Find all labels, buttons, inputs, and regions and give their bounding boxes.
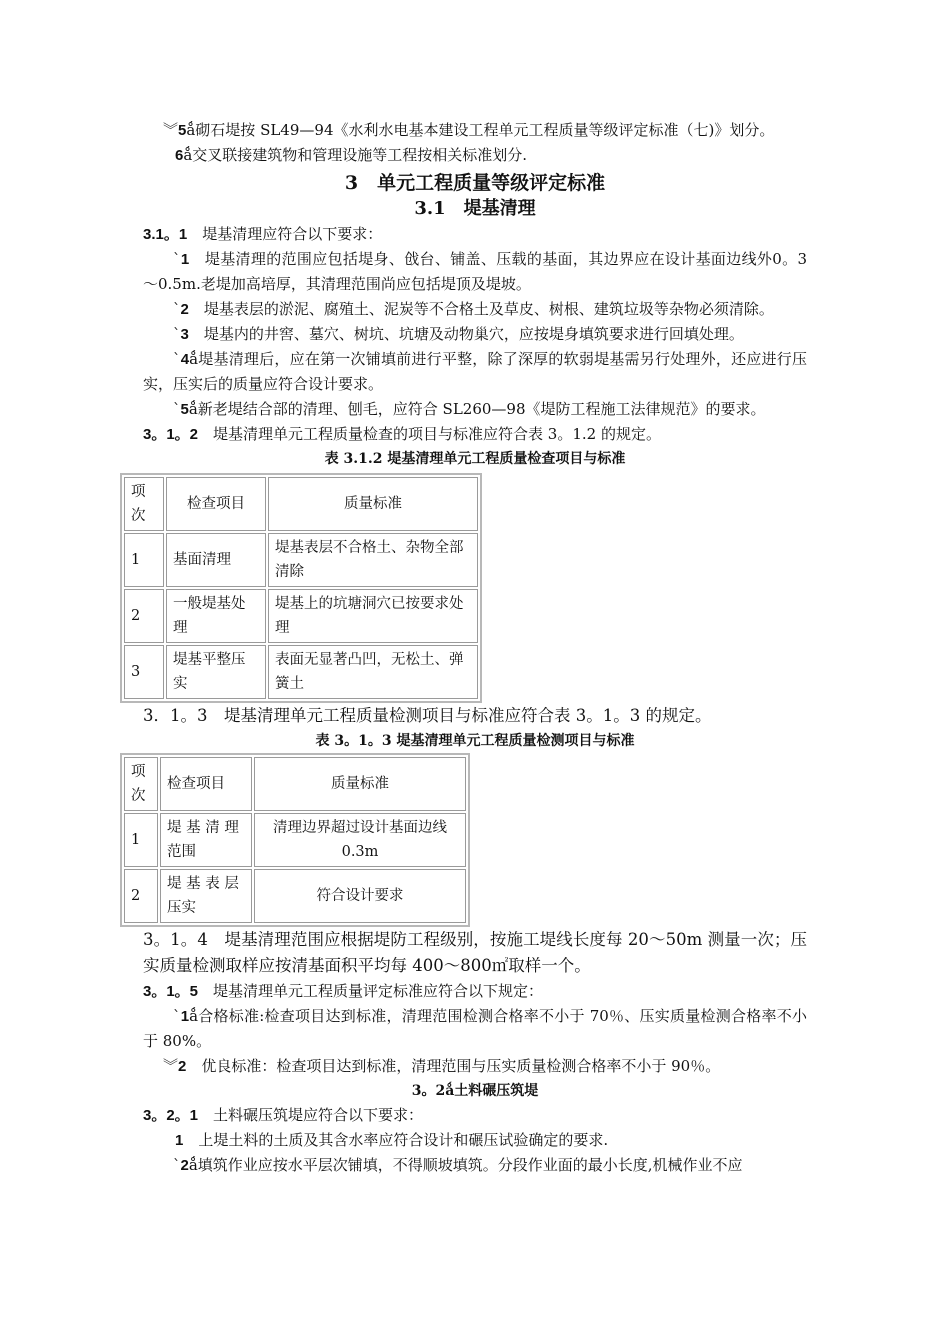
table-cell: 基面清理 bbox=[166, 533, 266, 587]
table-row bbox=[124, 813, 466, 867]
list-marker: ˋ bbox=[173, 300, 181, 318]
clause-3-1-5 bbox=[143, 979, 807, 1004]
list-marker: ˋ bbox=[173, 325, 181, 343]
table-cell: 2 bbox=[124, 869, 158, 923]
section-heading-3-2: 3。2ǻ土料碾压筑堤 bbox=[411, 1083, 539, 1099]
clause-text: 土料碾压筑堤应符合以下要求： bbox=[198, 1106, 424, 1124]
table-cell: 一般堤基处理 bbox=[166, 589, 266, 643]
item-3-1-5-1 bbox=[143, 1004, 807, 1054]
header-cell: 检查项目 bbox=[160, 757, 252, 811]
table-cell: 1 bbox=[124, 813, 158, 867]
table-cell: 堤基表层不合格土、杂物全部清除 bbox=[268, 533, 478, 587]
list-marker: ˋ bbox=[173, 350, 181, 368]
list-marker: ︾ bbox=[163, 1057, 179, 1075]
table-header-row bbox=[124, 477, 478, 531]
section-heading-3-1: 3.1 堤基清理 bbox=[414, 198, 536, 219]
table-cell: 2 bbox=[124, 589, 164, 643]
item-number: 2 bbox=[180, 1157, 189, 1174]
list-marker: ˋ bbox=[173, 250, 181, 268]
clause-number: 3。2。1 bbox=[143, 1107, 199, 1124]
item-number: 2 bbox=[178, 1058, 187, 1075]
table-cell: 堤 基 表 层 压实 bbox=[160, 869, 252, 923]
table-cell: 堤基上的坑塘洞穴已按要求处理 bbox=[268, 589, 478, 643]
paragraph-text: 上堤土料的土质及其含水率应符合设计和碾压试验确定的要求. bbox=[183, 1131, 609, 1149]
header-cell: 质量标准 bbox=[268, 477, 478, 531]
clause-3-1-1 bbox=[143, 222, 807, 247]
paragraph-text: 堤基清理的范围应包括堤身、戗台、铺盖、压载的基面，其边界应在设计基面边线外0。3～0.5m.老堤加高培厚，其清理范围尚应包括堤顶及堤坡。 bbox=[143, 250, 808, 293]
clause-3-1-2 bbox=[143, 422, 807, 447]
paragraph-text: ǻ砌石堤按 SL49—94《水利水电基本建设工程单元工程质量等级评定标准（七)》划分。 bbox=[186, 121, 775, 139]
item-number: 5 bbox=[178, 122, 187, 139]
item-3-2-1-2 bbox=[143, 1153, 807, 1178]
paragraph-text: ǻ交叉联接建筑物和管理设施等工程按相关标准划分. bbox=[183, 146, 528, 164]
clause-3-1-3: 3．1。3 堤基清理单元工程质量检测项目与标准应符合表 3。1。3 的规定。 bbox=[143, 706, 712, 725]
paragraph-text: ǻ填筑作业应按水平层次铺填，不得顺坡填筑。分段作业面的最小长度,机械作业不应 bbox=[188, 1156, 743, 1174]
clause-text: 堤基清理单元工程质量检查的项目与标准应符合表 3。1.2 的规定。 bbox=[198, 425, 661, 443]
clause-3-1-4: 3。1。4 堤基清理范围应根据堤防工程级别，按施工堤线长度每 20～50m 测量一次；压实质量检测取样应按清基面积平均每 400～800㎡取样一个。 bbox=[143, 930, 807, 975]
header-cell: 检查项目 bbox=[166, 477, 266, 531]
table-cell: 堤基平整压实 bbox=[166, 645, 266, 699]
item-3-1-5-2 bbox=[143, 1054, 807, 1079]
clause-text: 堤基清理单元工程质量评定标准应符合以下规定： bbox=[198, 982, 544, 1000]
inspection-table-3-1-2 bbox=[120, 473, 482, 703]
paragraph-text: ǻ合格标准:检查项目达到标准，清理范围检测合格率不小于 70％、压实质量检测合格率不小于 80%。 bbox=[143, 1007, 808, 1050]
item-3-2-1-1 bbox=[143, 1128, 807, 1153]
list-marker: ˋ bbox=[173, 1007, 181, 1025]
document-page bbox=[131, 118, 808, 1178]
clause-number: 3。1。2 bbox=[143, 426, 199, 443]
item-3-1-1-5 bbox=[143, 397, 807, 422]
clause-3-2-1 bbox=[143, 1103, 807, 1128]
clause-number: 3。1。5 bbox=[143, 983, 199, 1000]
clause-number: 3.1。1 bbox=[143, 226, 188, 243]
paragraph-text: ǻ新老堤结合部的清理、刨毛，应符合 SL260—98《堤防工程施工法律规范》的要求。 bbox=[188, 400, 766, 418]
paragraph-text: 堤基表层的淤泥、腐殖土、泥炭等不合格土及草皮、树根、建筑垃圾等杂物必须清除。 bbox=[188, 300, 774, 318]
item-number: 2 bbox=[180, 301, 189, 318]
item-number: 6 bbox=[175, 147, 184, 164]
paragraph-5-masonry bbox=[143, 118, 807, 143]
table-cell: 堤 基 清 理 范围 bbox=[160, 813, 252, 867]
table-caption-3-1-2: 表 3.1.2 堤基清理单元工程质量检查项目与标准 bbox=[324, 451, 626, 467]
item-number: 1 bbox=[180, 1008, 190, 1025]
paragraph-text: ǻ堤基清理后，应在第一次铺填前进行平整，除了深厚的软弱堤基需另行处理外，还应进行压实，压实后的质量应符合设计要求。 bbox=[143, 350, 808, 393]
item-3-1-1-2 bbox=[143, 297, 807, 322]
table-cell: 符合设计要求 bbox=[254, 869, 466, 923]
clause-text: 堤基清理应符合以下要求： bbox=[187, 225, 383, 243]
paragraph-6-cross-link bbox=[143, 143, 807, 168]
list-marker: ˋ bbox=[173, 1156, 181, 1174]
header-cell: 项次 bbox=[124, 477, 164, 531]
header-cell: 项次 bbox=[124, 757, 158, 811]
item-number: 1 bbox=[180, 251, 190, 268]
table-cell: 3 bbox=[124, 645, 164, 699]
table-row bbox=[124, 645, 478, 699]
item-number: 4 bbox=[180, 351, 190, 368]
item-3-1-1-3 bbox=[143, 322, 807, 347]
item-3-1-1-1 bbox=[143, 247, 807, 297]
chapter-heading: 3 单元工程质量等级评定标准 bbox=[344, 172, 606, 194]
testing-table-3-1-3 bbox=[120, 753, 470, 927]
item-3-1-1-4 bbox=[143, 347, 807, 397]
item-number: 5 bbox=[180, 401, 189, 418]
table-cell: 1 bbox=[124, 533, 164, 587]
paragraph-text: 优良标准：检查项目达到标准，清理范围与压实质量检测合格率不小于 90％。 bbox=[186, 1057, 721, 1075]
header-cell: 质量标准 bbox=[254, 757, 466, 811]
table-cell: 表面无显著凸凹，无松土、弹簧土 bbox=[268, 645, 478, 699]
list-marker: ︾ bbox=[163, 121, 179, 139]
table-row bbox=[124, 533, 478, 587]
paragraph-text: 堤基内的井窖、墓穴、树坑、坑塘及动物巢穴，应按堤身填筑要求进行回填处理。 bbox=[188, 325, 744, 343]
list-marker: ˋ bbox=[173, 400, 181, 418]
table-row bbox=[124, 869, 466, 923]
table-caption-3-1-3: 表 3。1。3 堤基清理单元工程质量检测项目与标准 bbox=[315, 733, 635, 749]
table-header-row bbox=[124, 757, 466, 811]
item-number: 3 bbox=[180, 326, 189, 343]
item-number: 1 bbox=[175, 1132, 184, 1149]
table-row bbox=[124, 589, 478, 643]
table-cell: 清理边界超过设计基面边线 0.3m bbox=[254, 813, 466, 867]
